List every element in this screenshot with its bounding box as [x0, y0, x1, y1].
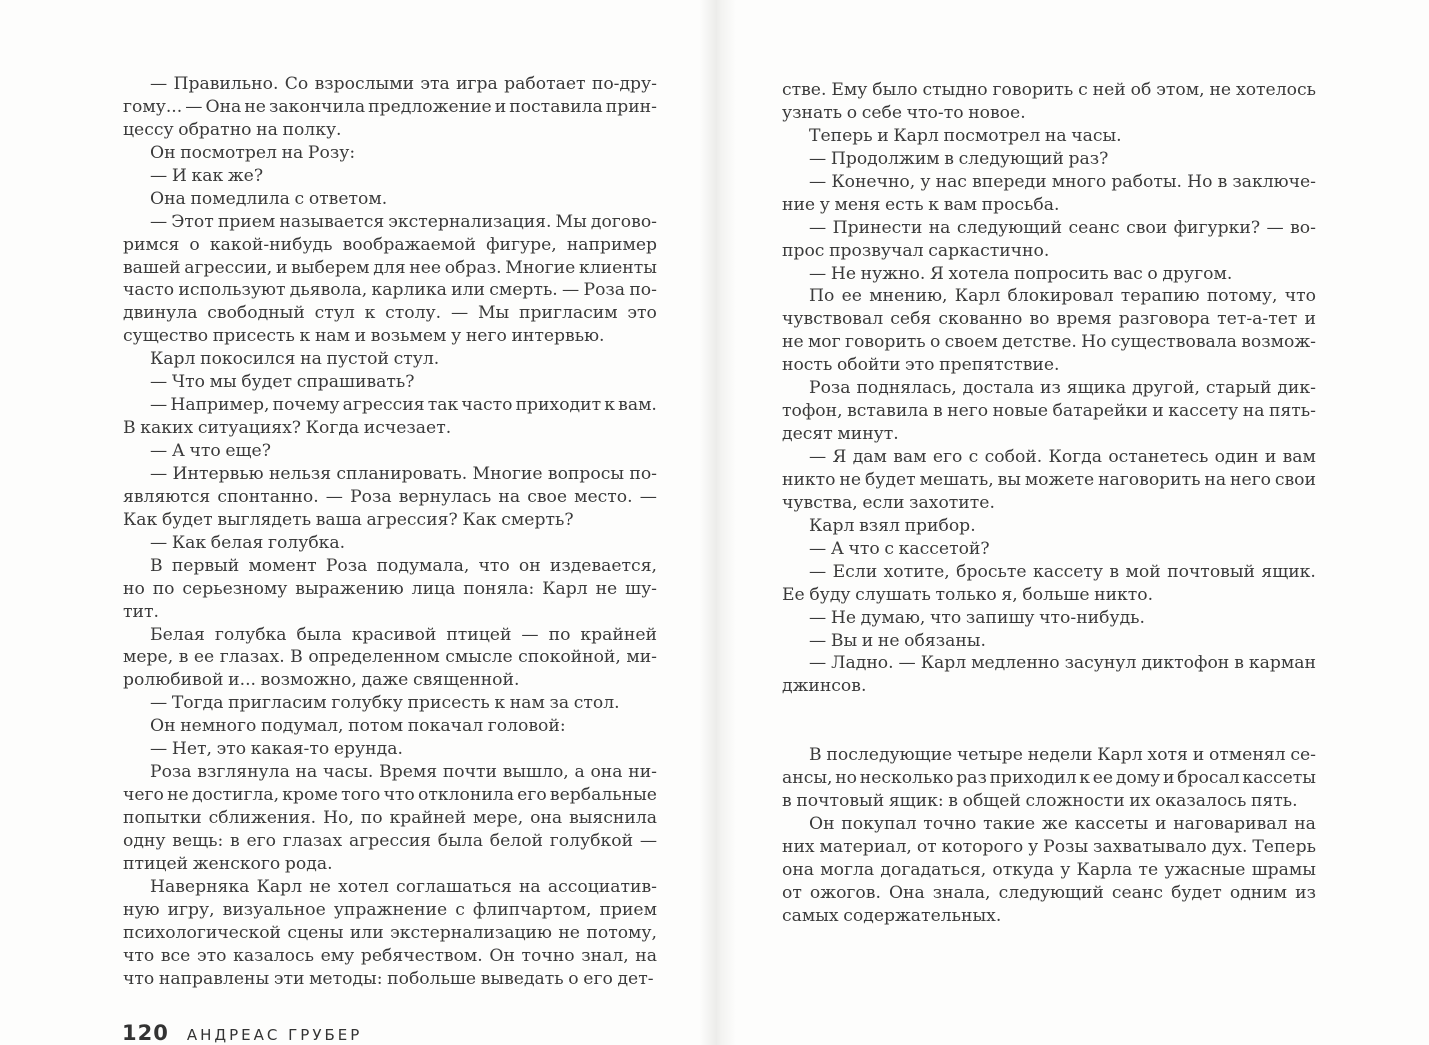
text-line: — Например, почему агрессия так часто приходит к вам.	[150, 395, 657, 416]
text-line: гому... — Она не закончила предложение и поставила прин-	[123, 96, 657, 117]
text-line: — Не думаю, что запишу что-нибудь.	[809, 607, 1145, 628]
text-line: — Если хотите, бросьте кассету в мой почтовый ящик.	[809, 561, 1316, 582]
paragraph	[782, 538, 1316, 561]
text-line: — Вы и не обязаны.	[809, 630, 986, 651]
text-line: Карл взял прибор.	[809, 515, 976, 536]
text-line: мере, в ее глазах. В определенном смысле спокойной, ми-	[123, 647, 657, 668]
text-line: чувства, если захотите.	[782, 492, 995, 513]
text-line: — А что с кассетой?	[809, 538, 990, 559]
paragraph	[123, 463, 657, 532]
text-line: не мог говорить о своем детстве. Но существовала возмож-	[782, 332, 1316, 353]
paragraph	[782, 125, 1316, 148]
text-line: — Конечно, у нас впереди много работы. Но в заключе-	[809, 171, 1316, 192]
text-line: попытки сближения. Но, по крайней мере, она выяснила	[123, 808, 657, 828]
text-line: от ожогов. Она знала, следующий сеанс будет одним из	[782, 882, 1316, 903]
right-page	[714, 0, 1429, 1045]
text-line: — Принести на следующий сеанс свои фигурки? — во-	[809, 217, 1316, 238]
page-footer	[122, 1021, 362, 1045]
text-line: Теперь и Карл посмотрел на часы.	[809, 125, 1122, 146]
text-line: них материал, от которого у Розы захватывало дух. Теперь	[782, 837, 1316, 858]
text-line: вашей агрессии, и выберем для нее образ. Многие клиенты	[123, 257, 657, 278]
paragraph	[782, 171, 1316, 217]
paragraph	[123, 211, 657, 349]
paragraph	[782, 217, 1316, 263]
text-line: чего не достигла, кроме того что отклонила его вербальные	[123, 785, 657, 806]
paragraph	[123, 715, 657, 738]
text-line: — Нет, это какая-то ерунда.	[150, 739, 403, 760]
paragraph	[782, 652, 1316, 698]
text-line: Как будет выглядеть ваша агрессия? Как смерть?	[123, 509, 574, 530]
text-line: существо присесть к нам и возьмем у него интервью.	[123, 326, 605, 347]
left-page-text	[123, 73, 657, 991]
paragraph	[123, 165, 657, 188]
text-line: Роза поднялась, достала из ящика другой, старый дик-	[809, 378, 1316, 399]
text-line: тофон, вставила в него новые батарейки и кассету на пять-	[782, 401, 1316, 422]
text-line: психологической сцены или экстернализацию не потому,	[123, 922, 657, 943]
text-line: — И как же?	[150, 165, 264, 186]
paragraph	[782, 515, 1316, 538]
paragraph	[123, 142, 657, 165]
paragraph	[782, 813, 1316, 928]
text-line: в почтовый ящик: в общей сложности их оказалось пять.	[782, 791, 1298, 812]
text-line: самых содержательных.	[782, 905, 1002, 926]
paragraph	[782, 377, 1316, 446]
paragraph	[123, 348, 657, 371]
text-line: — Не нужно. Я хотела попросить вас о другом.	[809, 263, 1233, 284]
paragraph	[123, 555, 657, 624]
text-line: узнать о себе что-то новое.	[782, 102, 1026, 123]
text-line: ние у меня есть к вам просьба.	[782, 194, 1060, 215]
paragraph	[782, 148, 1316, 171]
paragraph	[782, 561, 1316, 607]
text-line: Он немного подумал, потом покачал головой:	[150, 716, 566, 737]
paragraph	[782, 607, 1316, 630]
text-line: стве. Ему было стыдно говорить с ней об этом, не хотелось	[782, 80, 1316, 100]
text-line: Ее буду слушать только я, больше никто.	[782, 584, 1154, 605]
text-line: джинсов.	[782, 676, 867, 697]
page-number: 120	[122, 1021, 169, 1045]
text-line: — Продолжим в следующий раз?	[809, 148, 1109, 169]
text-line: римся о какой-нибудь воображаемой фигуре, например	[123, 234, 657, 255]
text-line: Он покупал точно такие же кассеты и наговаривал на	[809, 814, 1316, 835]
text-line: ансы, но несколько раз приходил к ее дому и бросал кассеты	[782, 768, 1316, 789]
text-line: — Что мы будет спрашивать?	[150, 372, 415, 393]
paragraph	[782, 630, 1316, 653]
paragraph	[123, 761, 657, 876]
text-line: Белая голубка была красивой птицей — по крайней	[150, 624, 657, 645]
text-line: являются спонтанно. — Роза вернулась на свое место. —	[123, 486, 657, 507]
paragraph	[123, 532, 657, 555]
text-line: двинула свободный стул к столу. — Мы пригласим это	[123, 303, 657, 324]
paragraph	[123, 371, 657, 394]
text-line: чувствовал себя скованно во время разговора тет-а-тет и	[782, 309, 1316, 330]
text-line: ную игру, визуальное упражнение с флипчартом, прием	[123, 899, 657, 920]
text-line: что направлены эти методы: побольше выведать о его дет-	[123, 968, 654, 989]
paragraph	[123, 73, 657, 142]
paragraph	[123, 738, 657, 761]
text-line: Наверняка Карл не хотел соглашаться на ассоциатив-	[150, 876, 657, 897]
text-line: В каких ситуациях? Когда исчезает.	[123, 418, 452, 439]
paragraph	[123, 188, 657, 211]
paragraph	[123, 394, 657, 440]
text-line: — Я дам вам его с собой. Когда останетесь один и вам	[809, 447, 1316, 467]
paragraph	[782, 446, 1316, 515]
text-line: птицей женского рода.	[123, 853, 333, 874]
text-line: Она помедлила с ответом.	[150, 188, 388, 209]
text-line: — А что еще?	[150, 441, 271, 461]
text-line: — Тогда пригласим голубку присесть к нам за стол.	[150, 693, 620, 714]
text-line: ность обойти это препятствие.	[782, 355, 1060, 376]
text-line: — Как белая голубка.	[150, 532, 346, 553]
text-line: — Правильно. Со взрослыми эта игра работает по-дру-	[150, 74, 657, 94]
paragraph	[123, 692, 657, 715]
text-line: часто используют дьявола, карлика или смерть. — Роза по-	[123, 280, 657, 301]
paragraph	[123, 440, 657, 463]
text-line: одну вещь: в его глазах агрессия была белой голубкой —	[123, 830, 657, 851]
paragraph	[782, 744, 1316, 813]
paragraph	[782, 79, 1316, 125]
running-head-author: АНДРЕАС ГРУБЕР	[186, 1026, 363, 1044]
text-line: — Ладно. — Карл медленно засунул диктофон в карман	[809, 653, 1316, 674]
text-line: что все это казалось ему ребячеством. Он точно знал, на	[123, 945, 657, 966]
paragraph	[782, 263, 1316, 286]
text-line: цессу обратно на полку.	[123, 119, 342, 140]
text-line: Карл покосился на пустой стул.	[150, 349, 440, 370]
text-line: Он посмотрел на Розу:	[150, 142, 356, 163]
text-line: Роза взглянула на часы. Время почти вышло, а она ни-	[150, 762, 657, 783]
text-line: прос прозвучал саркастично.	[782, 240, 1050, 261]
paragraph	[123, 876, 657, 991]
text-line: она могла догадаться, откуда у Карла те ужасные шрамы	[782, 860, 1316, 880]
text-line: В первый момент Роза подумала, что он издевается,	[150, 555, 657, 576]
text-line: — Этот прием называется экстернализация. Мы догово-	[150, 211, 657, 232]
text-line: — Интервью нельзя спланировать. Многие вопросы по-	[150, 463, 657, 484]
text-line: но по серьезному выражению лица поняла: Карл не шу-	[123, 578, 657, 599]
text-line: ролюбивой и... возможно, даже священной.	[123, 670, 520, 691]
right-page-text	[782, 79, 1316, 928]
left-page	[0, 0, 714, 1045]
text-line: По ее мнению, Карл блокировал терапию потому, что	[809, 286, 1316, 307]
paragraph	[123, 624, 657, 693]
text-line: тит.	[123, 601, 159, 622]
section-break	[782, 698, 1316, 744]
text-line: В последующие четыре недели Карл хотя и отменял се-	[809, 745, 1316, 766]
text-line: никто не будет мешать, вы можете наговорить на него свои	[782, 469, 1316, 490]
paragraph	[782, 285, 1316, 377]
text-line: десят минут.	[782, 424, 899, 445]
